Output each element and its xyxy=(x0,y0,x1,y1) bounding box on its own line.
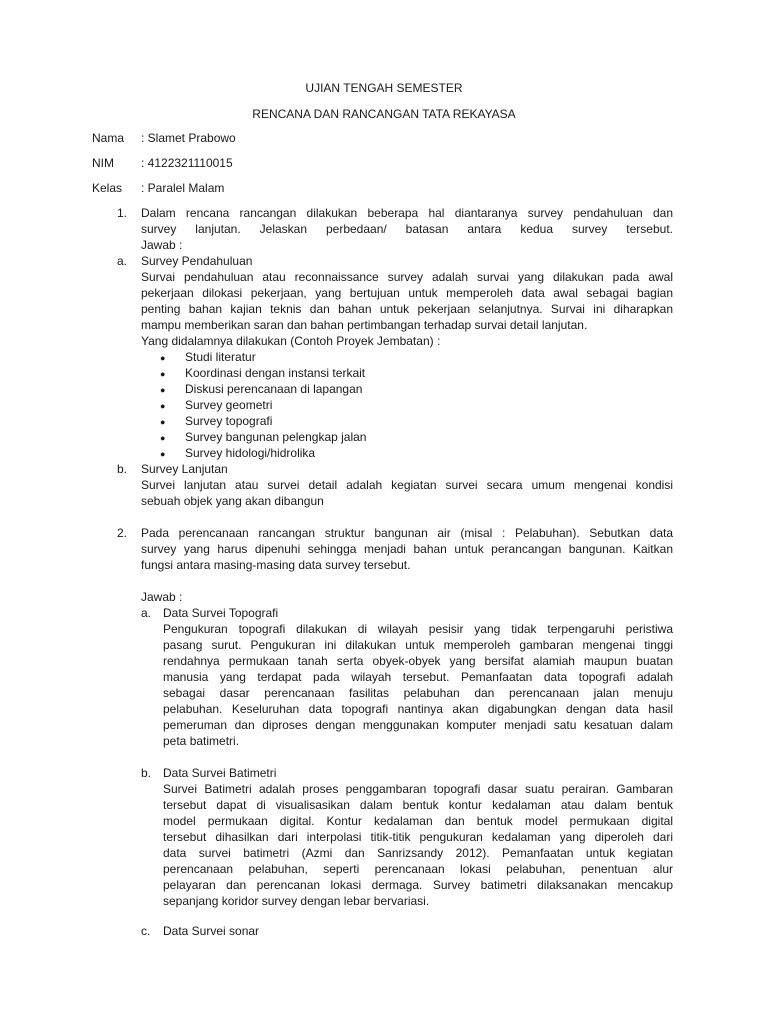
q2-b-line: pelayaran dan perencanan lokasi dermaga. Survey batimetri dilaksanakan mencakup xyxy=(163,878,673,892)
document-subtitle: RENCANA DAN RANCANGAN TATA REKAYASA xyxy=(252,107,516,121)
bullet-icon: ● xyxy=(160,433,166,443)
question-2-line: fungsi antara masing-masing data survey tersebut. xyxy=(141,558,411,572)
question-1-jawab: Jawab : xyxy=(141,238,183,252)
bullet-icon: ● xyxy=(160,385,166,395)
question-1-line: Dalam rencana rancangan dilakukan beberapa hal diantaranya survey pendahuluan dan xyxy=(141,206,673,220)
question-1-number: 1. xyxy=(117,206,128,220)
q2-a-line: peta batimetri. xyxy=(163,734,240,748)
q1-a-line: Survai pendahuluan atau reconnaissance survey adalah survai yang dilakukan pada awal xyxy=(141,270,673,284)
q2-b-line: data survei batimetri (Azmi dan Sanrizsandy 2012). Pemanfaatan untuk kegiatan xyxy=(163,846,673,860)
document-title: UJIAN TENGAH SEMESTER xyxy=(305,81,463,95)
q2-c-marker: c. xyxy=(141,924,151,938)
q2-b-line: perencanaan pelabuhan, seperti perencanaan lokasi pelabuhan, penentuan alur xyxy=(163,862,673,876)
q1-b-line: Survei lanjutan atau survei detail adalah kegiatan survei secara umum mengenai kondisi xyxy=(141,478,673,492)
bullet-icon: ● xyxy=(160,353,166,363)
q1-b-line: sebuah objek yang akan dibangun xyxy=(141,494,324,508)
q1-b-heading: Survey Lanjutan xyxy=(141,462,228,476)
nama-label: Nama xyxy=(92,131,125,145)
bullet-icon: ● xyxy=(160,369,166,379)
list-item: Survey geometri xyxy=(185,398,273,412)
question-2-line: Pada perencanaan rancangan struktur bangunan air (misal : Pelabuhan). Sebutkan data xyxy=(141,526,673,540)
bullet-icon: ● xyxy=(160,401,166,411)
question-1-line: survey lanjutan. Jelaskan perbedaan/ batasan antara kedua survey tersebut. xyxy=(141,222,673,236)
q1-a-list-intro: Yang didalamnya dilakukan (Contoh Proyek Jembatan) : xyxy=(141,334,441,348)
q2-b-line: Survei Batimetri adalah proses penggambaran topografi dasar suatu perairan. Gambaran xyxy=(163,782,673,796)
q2-a-marker: a. xyxy=(141,606,152,620)
q2-b-heading: Data Survei Batimetri xyxy=(163,766,277,780)
q2-a-line: rendahnya permukaan tanah serta obyek-obyek yang bersifat alamiah maupun buatan xyxy=(163,654,673,668)
q2-b-line: tersebut dihasilkan dari interpolasi titik-titik pengukuran kedalaman yang diperoleh dari xyxy=(163,830,673,844)
q1-a-marker: a. xyxy=(117,254,128,268)
q1-b-marker: b. xyxy=(117,462,128,476)
question-2-line: survey yang harus dipenuhi sehingga menjadi bahan untuk perancangan bangunan. Kaitkan xyxy=(141,542,673,556)
q2-b-marker: b. xyxy=(141,766,152,780)
q2-a-line: sebagai dasar perencanaan fasilitas pelabuhan dan perencanaan jalan menuju xyxy=(163,686,673,700)
list-item: Diskusi perencanaan di lapangan xyxy=(185,382,363,396)
list-item: Survey hidologi/hidrolika xyxy=(185,446,316,460)
q2-a-line: pemeruman dan diproses dengan menggunakan komputer menjadi satu kesatuan dalam xyxy=(163,718,673,732)
list-item: Survey topografi xyxy=(185,414,273,428)
q2-a-line: pelabuhan. Keseluruhan data topografi nantinya akan digabungkan dengan data hasil xyxy=(163,702,673,716)
q1-a-line: penting bahan kajian teknis dan bahan untuk pekerjaan selanjutnya. Survai ini diharapkan xyxy=(141,302,673,316)
q2-a-line: Pengukuran topografi dilakukan di wilayah pesisir yang tidak terpengaruhi peristiwa xyxy=(163,622,673,636)
question-2-jawab: Jawab : xyxy=(141,590,183,604)
list-item: Studi literatur xyxy=(185,350,256,364)
bullet-icon: ● xyxy=(160,449,166,459)
list-item: Survey bangunan pelengkap jalan xyxy=(185,430,367,444)
q1-a-line: mampu memberikan saran dan bahan pertimbangan terhadap survai detail lanjutan. xyxy=(141,318,588,332)
kelas-value: : Paralel Malam xyxy=(141,181,225,195)
q2-b-line: model permukaan digital. Kontur kedalaman dan bentuk model permukaan digital xyxy=(163,814,673,828)
q2-c-heading: Data Survei sonar xyxy=(163,924,260,938)
list-item: Koordinasi dengan instansi terkait xyxy=(185,366,366,380)
kelas-label: Kelas xyxy=(92,181,123,195)
q2-a-line: pasang surut. Pengukuran ini dilakukan untuk memperoleh gambaran mengenai tinggi xyxy=(163,638,673,652)
q1-a-heading: Survey Pendahuluan xyxy=(141,254,253,268)
nim-value: : 4122321110015 xyxy=(141,156,233,170)
bullet-icon: ● xyxy=(160,417,166,427)
q2-b-line: sepanjang koridor survey dengan lebar bervariasi. xyxy=(163,894,430,908)
q2-a-line: manusia yang terdapat pada wilayah tersebut. Pemanfaatan data topografi adalah xyxy=(163,670,673,684)
nim-label: NIM xyxy=(92,156,114,170)
q2-a-heading: Data Survei Topografi xyxy=(163,606,279,620)
q2-b-line: tersebut dapat di visualisasikan dalam bentuk kontur kedalaman atau dalam bentuk xyxy=(163,798,673,812)
q1-a-line: pekerjaan dilokasi pekerjaan, yang bertujuan untuk memperoleh data awal sebagai bagian xyxy=(141,286,673,300)
question-2-number: 2. xyxy=(117,526,128,540)
nama-value: : Slamet Prabowo xyxy=(141,131,236,145)
